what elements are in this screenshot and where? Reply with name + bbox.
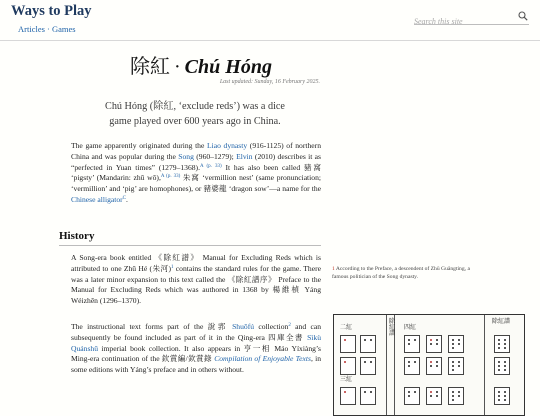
die-illustration — [404, 387, 420, 405]
intro-paragraph — [71, 141, 321, 206]
die-pip — [452, 347, 454, 349]
die-pip — [458, 395, 460, 397]
die-pip — [498, 343, 500, 345]
figure-column-rule — [386, 315, 387, 415]
nav-articles-link[interactable]: Articles — [18, 24, 45, 34]
intro-text: (960–1279); — [193, 151, 237, 161]
die-pip — [458, 339, 460, 341]
die-illustration — [448, 357, 464, 375]
elvin-link[interactable]: Elvin — [236, 151, 253, 161]
die-pip — [364, 361, 366, 363]
figure-title-left: 除紅譜 — [389, 319, 396, 337]
die-illustration — [360, 387, 376, 405]
die-pip — [458, 391, 460, 393]
nav-games-link[interactable]: Games — [52, 24, 76, 34]
header-divider — [0, 40, 540, 41]
die-pip — [408, 361, 410, 363]
die-pip — [458, 361, 460, 363]
die-pip — [436, 343, 438, 345]
die-pip — [504, 399, 506, 401]
die-pip — [504, 361, 506, 363]
die-illustration — [360, 335, 376, 353]
die-pip — [504, 339, 506, 341]
history-text: collection — [254, 322, 289, 331]
die-illustration — [404, 335, 420, 353]
die-pip — [504, 343, 506, 345]
sidenote-text: According to the Preface, a descendent of Zhū Guāngting, a famous politician of the Song dynasty. — [332, 266, 470, 280]
intro-text: (2010) describes it as “perfected in Yuan times” (1279–1368). — [71, 151, 322, 172]
die-illustration — [340, 387, 356, 405]
compilation-link[interactable]: Compilation of Enjoyable Texts — [214, 354, 311, 364]
die-pip — [370, 391, 372, 393]
die-pip — [452, 361, 454, 363]
die-pip — [414, 361, 416, 363]
die-pip — [436, 395, 438, 397]
citation-marker[interactable]: C — [122, 195, 127, 201]
figure-column-rule — [484, 315, 485, 415]
page-title-separator: · — [174, 56, 181, 78]
figure-label: 二紅 — [340, 325, 353, 331]
intro-text: 朱窩 ‘vermillion nest’ (same pronunciation; ‘vermillion’ and ‘pig’ are homophones), or 豬婆龍 ‘dragon sow’—a name for the — [71, 173, 321, 194]
die-pip — [458, 365, 460, 367]
shuofu-link[interactable]: Shuōfú — [232, 322, 255, 331]
die-pip — [498, 395, 500, 397]
die-illustration — [426, 357, 442, 375]
die-pip — [504, 365, 506, 367]
history-text: imperial book collection. It also appears in 亨一相 Máo Yíxiàng’s Ming-era continuation of the 欽賞編/欽賞錄 — [71, 343, 321, 364]
die-illustration — [494, 335, 510, 353]
history-text: , in some editions with Yáng’s preface and in others without. — [71, 354, 321, 375]
die-pip — [452, 339, 454, 341]
die-pip — [430, 339, 432, 341]
figure-title-right: 除紅譜 — [492, 319, 511, 325]
top-nav — [18, 24, 76, 34]
die-pip — [370, 339, 372, 341]
song-link[interactable]: Song — [178, 151, 194, 161]
die-pip — [430, 343, 432, 345]
chinese-alligator-link[interactable]: Chinese alligator — [71, 194, 123, 204]
die-pip — [408, 339, 410, 341]
die-pip — [408, 391, 410, 393]
die-pip — [430, 391, 432, 393]
die-illustration — [494, 387, 510, 405]
die-pip — [452, 391, 454, 393]
liao-dynasty-link[interactable]: Liao dynasty — [206, 141, 248, 150]
die-pip — [458, 343, 460, 345]
die-illustration — [340, 335, 356, 353]
intro-text: The game apparently originated during the — [71, 141, 207, 150]
search-box — [414, 11, 529, 25]
sidenote-number: 1 — [332, 266, 335, 272]
die-pip — [452, 343, 454, 345]
die-pip — [498, 369, 500, 371]
history-text: The instructional text forms part of the 說郛 — [71, 322, 233, 331]
die-pip — [504, 395, 506, 397]
footnote-marker[interactable]: 2 — [288, 323, 291, 328]
die-pip — [430, 361, 432, 363]
die-pip — [344, 391, 346, 393]
history-text: A Song-era book entitled 《除紅譜》 Manual for Excluding Reds which is attributed to one Zhū Hé (朱河) — [71, 253, 321, 273]
die-pip — [504, 347, 506, 349]
manual-scan-image — [333, 314, 525, 416]
die-pip — [504, 391, 506, 393]
die-pip — [498, 391, 500, 393]
die-pip — [414, 391, 416, 393]
die-illustration — [404, 357, 420, 375]
citation-marker[interactable]: A (p. 33) — [160, 174, 181, 180]
die-pip — [504, 369, 506, 371]
intro-text: It has also been called 豬窩 ‘pigsty’ (Mandarin: zhū wō), — [71, 162, 322, 183]
die-illustration — [360, 357, 376, 375]
history-paragraph-2 — [71, 322, 321, 376]
page-title-chinese: 除紅 — [130, 56, 170, 78]
history-paragraph-1 — [71, 253, 321, 307]
die-pip — [452, 399, 454, 401]
die-pip — [498, 361, 500, 363]
die-pip — [498, 347, 500, 349]
die-pip — [344, 339, 346, 341]
intro-text: (916-1125) of northern China and was popular during the — [71, 141, 321, 161]
die-pip — [430, 395, 432, 397]
sikuquanshu-link[interactable]: Sìkù Quánshū — [71, 332, 321, 353]
history-heading: History — [59, 230, 95, 242]
die-illustration — [340, 357, 356, 375]
die-pip — [408, 365, 410, 367]
die-pip — [364, 391, 366, 393]
page-title — [130, 50, 272, 79]
die-pip — [344, 361, 346, 363]
die-pip — [436, 361, 438, 363]
history-text: and can subsequently be found included as part of it in the Qing-era 四庫全書 — [71, 322, 321, 342]
die-illustration — [448, 335, 464, 353]
die-pip — [498, 339, 500, 341]
die-pip — [452, 369, 454, 371]
figure-label: 四紅 — [404, 325, 417, 331]
search-input[interactable] — [414, 16, 514, 28]
die-pip — [408, 343, 410, 345]
die-pip — [414, 339, 416, 341]
die-pip — [370, 361, 372, 363]
die-pip — [436, 365, 438, 367]
search-icon[interactable] — [518, 11, 528, 21]
sidenote-marker[interactable]: 1 — [171, 264, 174, 270]
die-pip — [452, 365, 454, 367]
die-pip — [498, 399, 500, 401]
intro-text: . — [126, 194, 128, 204]
citation-marker[interactable]: A (p. 33) — [199, 163, 222, 169]
die-pip — [430, 365, 432, 367]
die-pip — [436, 339, 438, 341]
die-illustration — [448, 387, 464, 405]
page-title-pinyin: Chú Hóng — [184, 56, 272, 78]
history-divider — [59, 245, 321, 246]
die-pip — [408, 395, 410, 397]
nav-separator: · — [47, 24, 50, 34]
sidenote — [332, 265, 482, 281]
die-illustration — [426, 335, 442, 353]
die-illustration — [426, 387, 442, 405]
die-pip — [436, 391, 438, 393]
site-title[interactable]: Ways to Play — [11, 3, 92, 19]
die-pip — [452, 395, 454, 397]
figure-label: 三紅 — [340, 377, 353, 383]
lede-paragraph: Chú Hóng (除紅, ‘exclude reds’) was a dice game played over 600 years ago in China. — [105, 101, 285, 127]
last-updated: Last updated: Sunday, 16 February 2025. — [219, 79, 320, 85]
die-pip — [364, 339, 366, 341]
history-text: contains the standard rules for the game. There was a later minor expansion to this text called the 《除紅譜序》 Preface to the Manual for Excluding Reds which was authored in 1368 by 楊維楨 Yáng Wéizhēn (1296–1370). — [71, 263, 321, 306]
die-pip — [498, 365, 500, 367]
die-illustration — [494, 357, 510, 375]
